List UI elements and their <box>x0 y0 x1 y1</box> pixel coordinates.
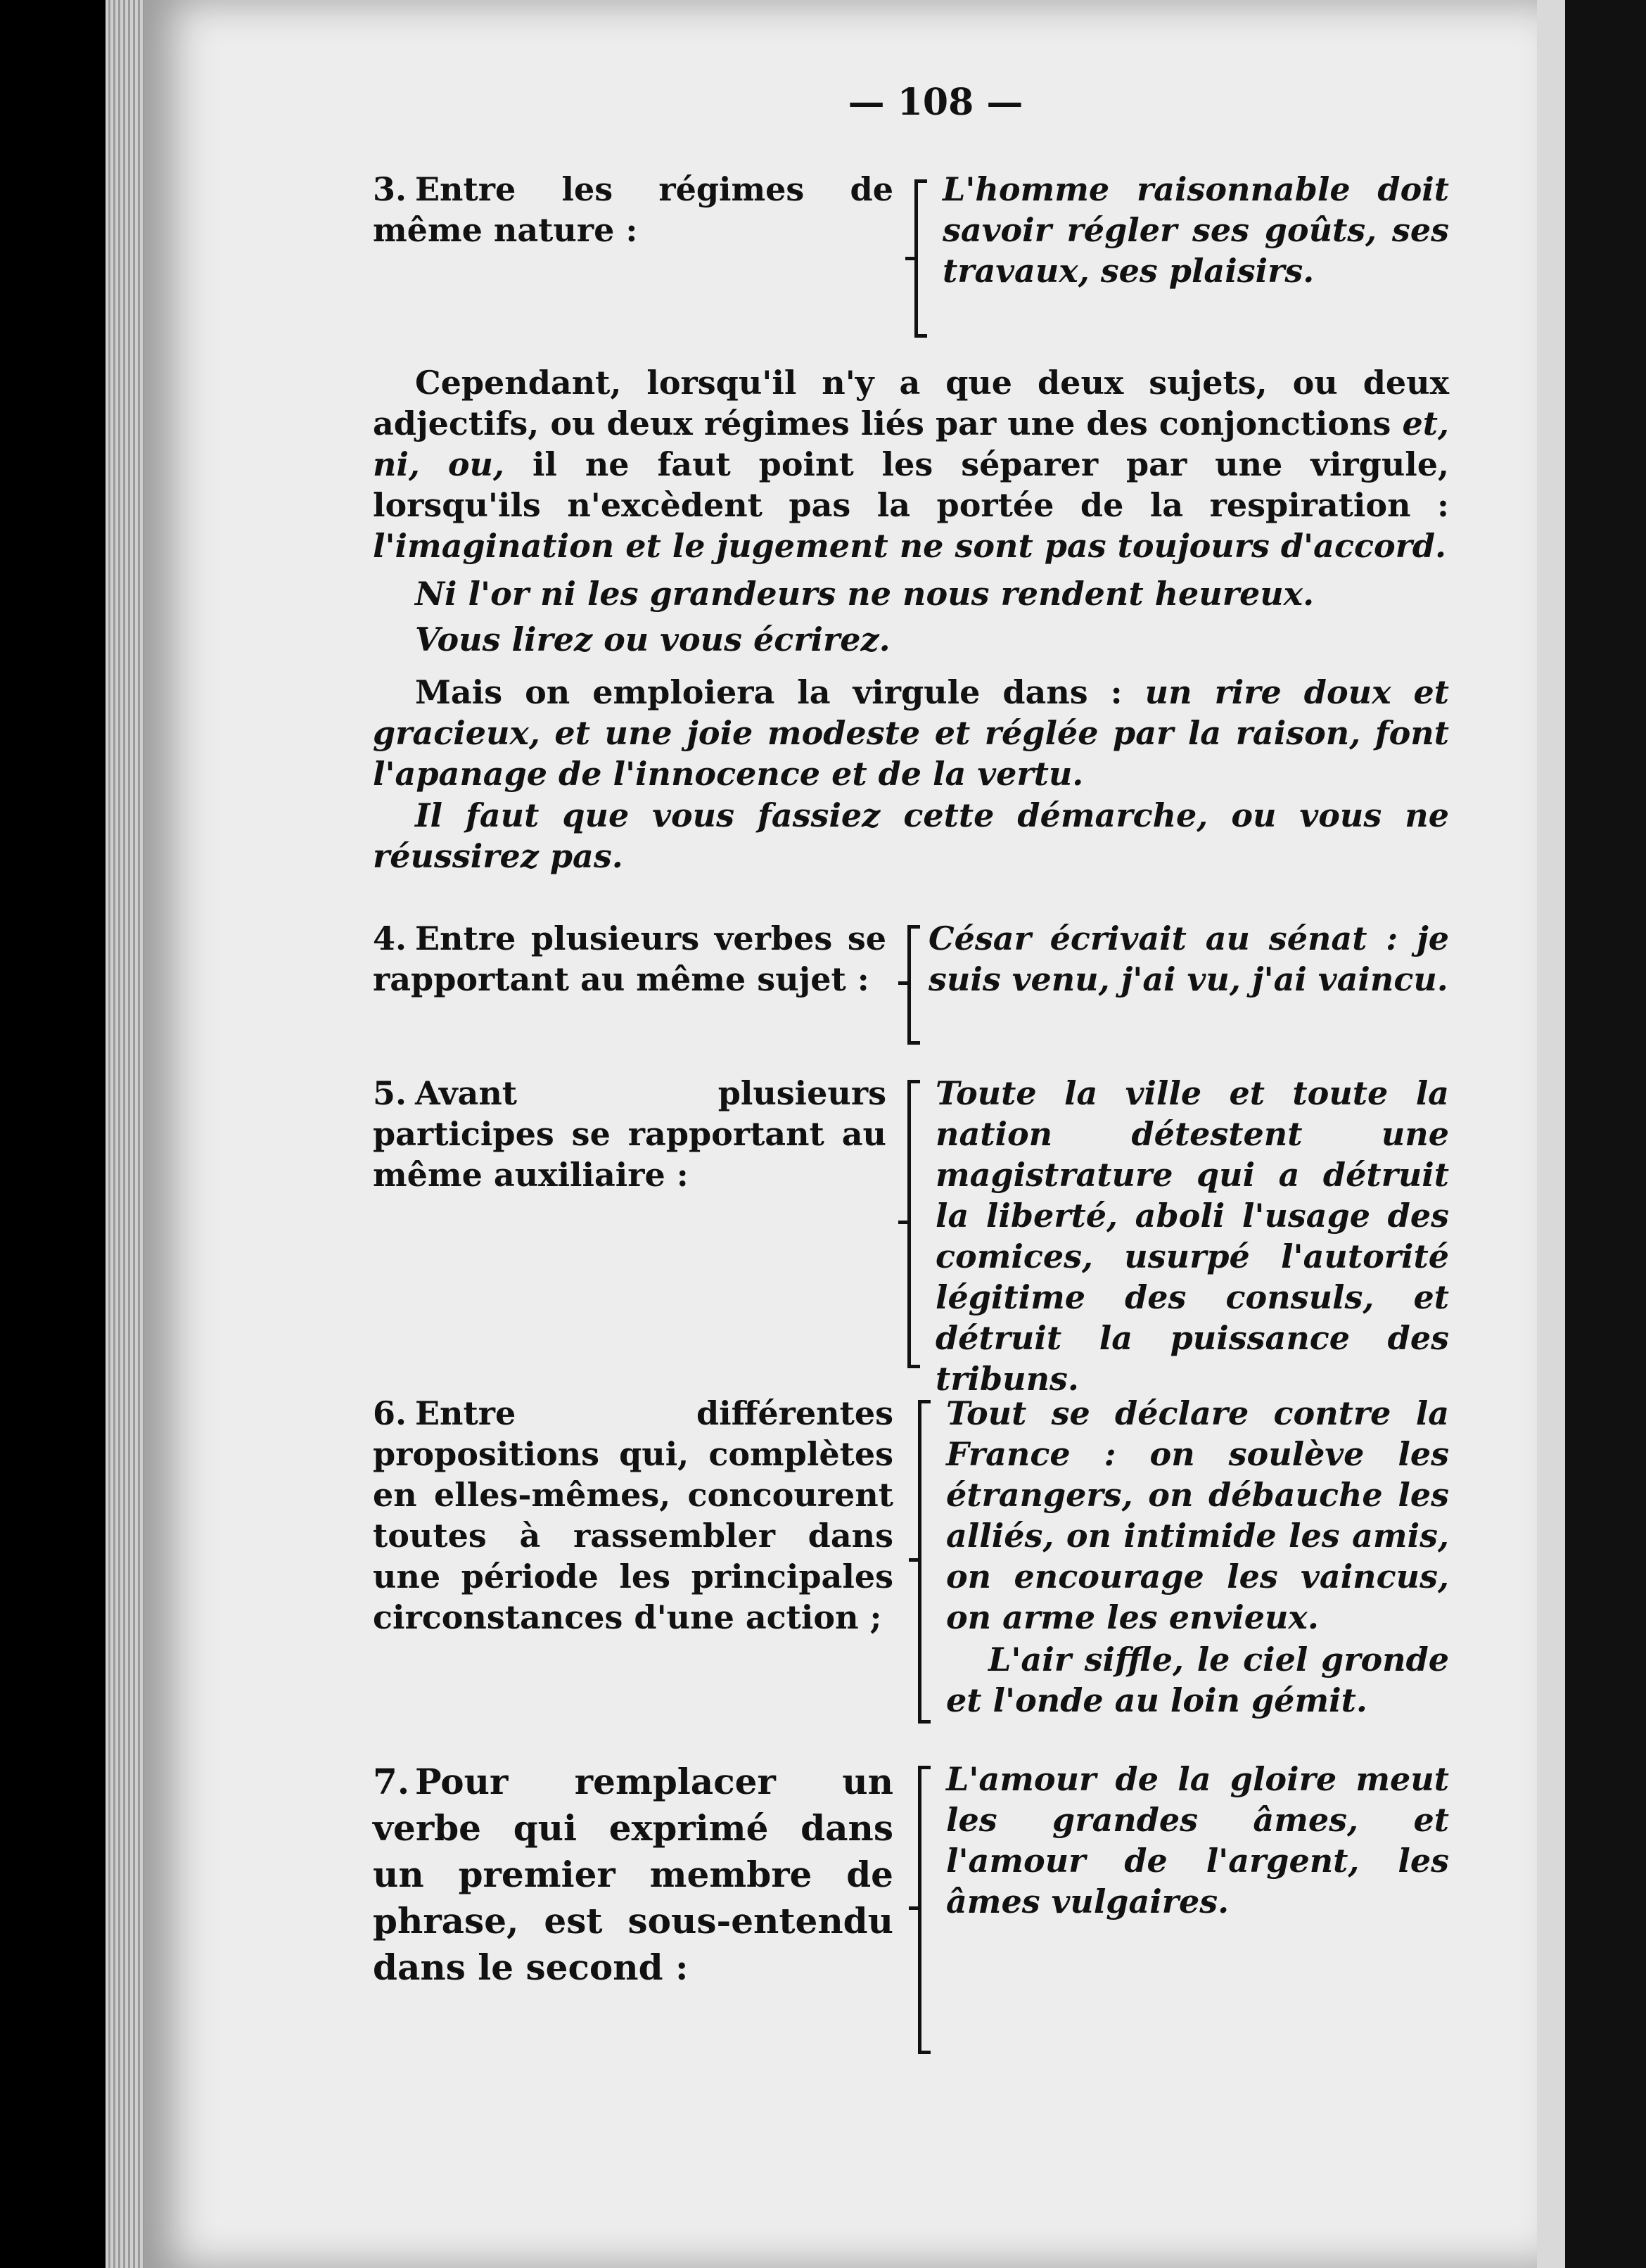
but-paragraph: Mais on emploiera la virgule dans : un rire doux et gracieux, et une joie modeste et réglée par la raison, font l'apanage de l'innocence et de la vertu. <box>373 673 1450 793</box>
rule-label: 6. Entre différentes propositions qui, complètes en elles-mêmes, concourent toutes à rassembler dans une période les principales circonstances d'une action ; <box>373 1394 893 1636</box>
rule-example: César écrivait au sénat : je suis venu, j'ai vu, j'ai vaincu. <box>929 919 1449 998</box>
rule-label: 4. Entre plusieurs verbes se rapportant au même sujet : <box>373 919 886 998</box>
rule-label: 3. Entre les régimes de même nature : <box>373 170 893 249</box>
rule-label: 7. Pour remplacer un verbe qui exprimé dans un premier membre de phrase, est sous-entendu dans le second : <box>373 1759 893 1991</box>
rule-example-2: L'air siffle, le ciel gronde et l'onde au loin gémit. <box>946 1641 1449 1719</box>
rule-number: 5. <box>373 1074 407 1112</box>
example-line: Vous lirez ou vous écrirez. <box>415 620 891 658</box>
brace <box>907 925 911 1045</box>
rule-number: 4. <box>373 919 407 957</box>
rule-number: 7. <box>373 1761 410 1802</box>
brace <box>918 1766 921 2054</box>
brace <box>914 179 918 338</box>
rule-number: 3. <box>373 170 407 208</box>
example-line: Il faut que vous fassiez cette démarche, ou vous ne réussirez pas. <box>373 796 1449 875</box>
brace <box>918 1400 921 1724</box>
rule-example: Toute la ville et toute la nation détestent une magistrature qui a détruit la liberté, aboli l'usage des comices, usurpé l'autorité légitime des consuls, et détruit la puissance des tribuns. <box>936 1074 1449 1398</box>
rule-number: 6. <box>373 1394 407 1432</box>
rule-label: 5. Avant plusieurs participes se rapportant au même auxiliaire : <box>373 1074 886 1194</box>
note-paragraph: Cependant, lorsqu'il n'y a que deux sujets, ou deux adjectifs, ou deux régimes liés par une des conjonctions et, ni, ou, il ne faut point les séparer par une virgule, lorsqu'ils n'excèdent pas la portée de la respiration : l'imagination et le jugement ne sont pas toujours d'accord. <box>373 364 1450 565</box>
rule-example: Tout se déclare contre la France : on soulève les étrangers, on débauche les alliés, on intimide les amis, on encourage les vaincus, on arme les envieux. <box>946 1394 1449 1636</box>
rule-example: L'homme raisonnable doit savoir régler ses goûts, ses travaux, ses plaisirs. <box>943 170 1449 290</box>
page-number: — 108 — <box>848 81 1023 124</box>
dark-margin <box>1565 0 1646 2268</box>
example-line: Ni l'or ni les grandeurs ne nous rendent heureux. <box>415 575 1315 613</box>
rule-example: L'amour de la gloire meut les grandes âmes, et l'amour de l'argent, les âmes vulgaires. <box>946 1760 1449 1920</box>
facing-page-edge <box>1537 0 1565 2268</box>
brace <box>907 1080 911 1368</box>
